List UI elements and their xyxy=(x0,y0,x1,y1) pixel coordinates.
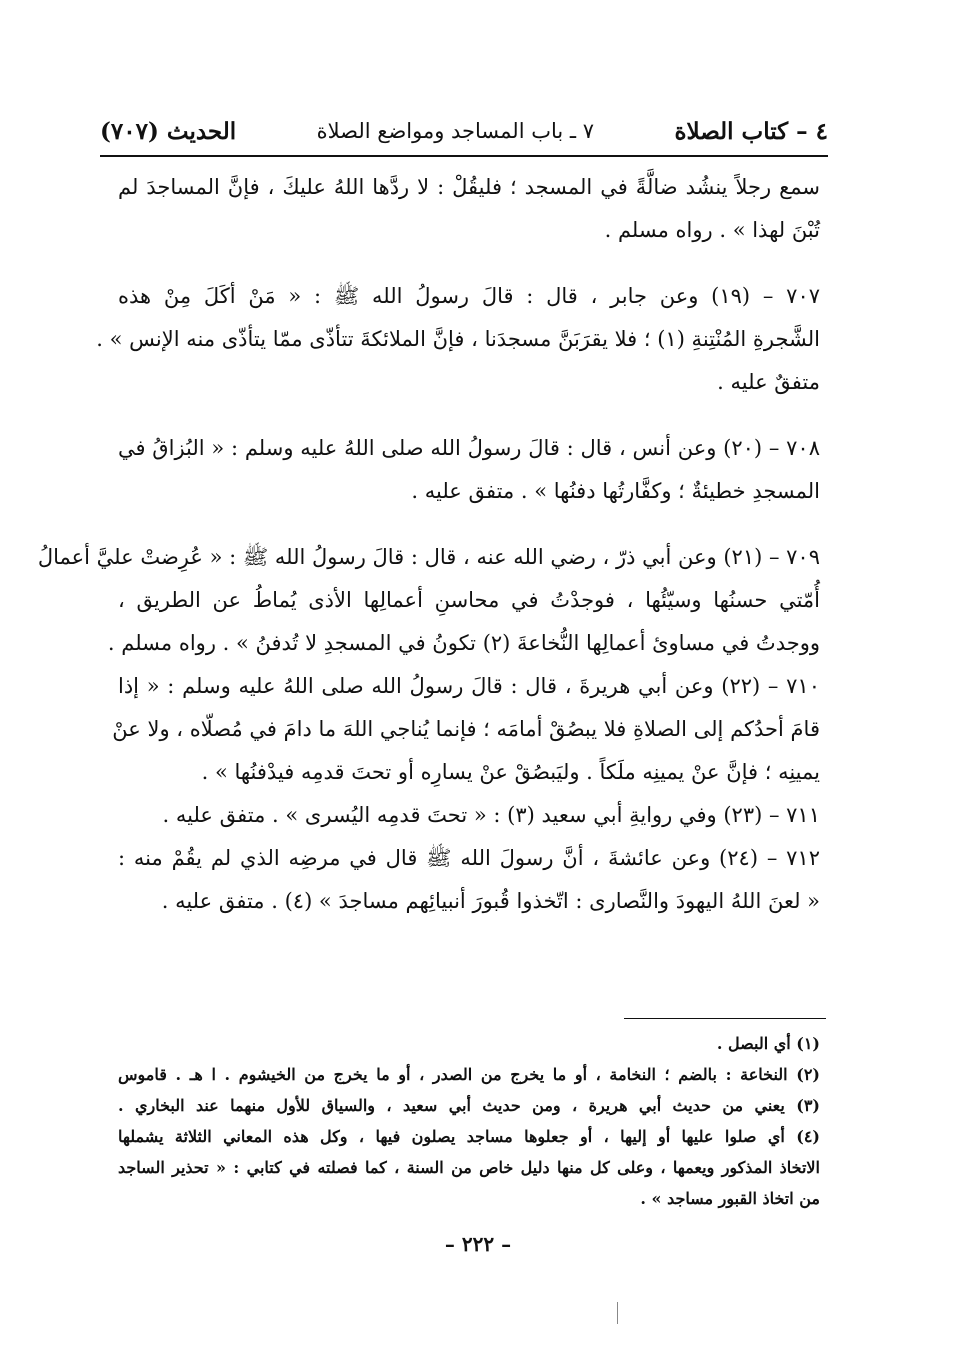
footnote-1: (١) أي البصل . xyxy=(716,1034,820,1053)
running-header xyxy=(100,108,828,154)
scan-mark xyxy=(617,1302,618,1324)
footnote-2: (٢) النخاعة : بالضم ؛ النخامة ، أو ما يخرج من الصدر ، أو ما يخرج من الخيشوم . ا هـ . قاموس xyxy=(118,1065,820,1084)
main-text xyxy=(37,166,821,923)
footnote-divider xyxy=(624,1018,826,1019)
hadith-708-line: ٧٠٨ – (٢٠) وعن أنس ، قال : قالَ رسولُ الله صلى اللهُ عليه وسلم : « البُزاقُ في xyxy=(118,436,820,460)
hadith-707-line: ٧٠٧ – (١٩) وعن جابر ، قال : قالَ رسولُ الله ﷺ : « مَنْ أكَلَ مِنْ هذه xyxy=(118,284,821,308)
hadith-712-line: ٧١٢ – (٢٤) وعن عائشةَ ، أنَّ رسولَ الله ﷺ قال في مرضِه الذي لم يقُمْ منه : xyxy=(118,846,820,870)
text-line: الشَّجرةِ المُنْتِنةِ (١) ؛ فلا يقرَبَنَّ مسجدَنا ، فإنَّ الملائكةَ تتأذّى ممّا يتأذّى منه الإنس » . xyxy=(96,327,820,351)
hadith-711-line: ٧١١ – (٢٣) وفي روايةِ أبي سعيد (٣) : « تحتَ قدمِه اليُسرى » . متفق عليه . xyxy=(162,803,820,827)
hadith-710-line: ٧١٠ – (٢٢) وعن أبي هريرةَ ، قال : قالَ رسولُ الله صلى اللهُ عليه وسلم : « إذا xyxy=(118,674,820,698)
paragraph-gap xyxy=(118,252,820,275)
footnote-4: (٤) أي صلوا عليها أو إليها ، أو جعلوها مساجد يصلون فيها ، وكل هذه المعاني الثلاثة يشملها xyxy=(118,1127,820,1146)
paragraph-gap xyxy=(118,404,820,427)
header-chapter-title: ٧ ـ باب المساجد ومواضع الصلاة xyxy=(316,119,594,143)
paragraph-gap xyxy=(118,513,820,536)
footnote-4-end: من اتخاذ القبور مساجد » . xyxy=(640,1189,820,1208)
header-hadith-number: الحديث (٧٠٧) xyxy=(100,117,237,145)
text-line: تُبْنَ لهذا » . رواه مسلم . xyxy=(604,218,820,242)
text-line: المسجدِ خطيئةٌ ؛ وكفَّارتُها دفنُها » . متفق عليه . xyxy=(411,479,820,503)
hadith-709-line: ٧٠٩ – (٢١) وعن أبي ذرّ ، رضي الله عنه ، قال : قالَ رسولُ الله ﷺ : « عُرِضتْ عليَّ أعمالُ xyxy=(37,545,820,569)
header-divider xyxy=(100,155,828,157)
text-line: أُمّتي حسنُها وسيّئُها ، فوجدْتُ في محاسنِ أعمالِها الأذى يُماطُ عن الطريق ، xyxy=(118,588,820,612)
page-number: – ٢٢٢ – xyxy=(444,1232,512,1256)
footnote-3: (٣) يعني من حديث أبي هريرة ، ومن حديث أبي سعيد ، والسياق للأول منهما عند البخاري . xyxy=(118,1096,820,1115)
footnote-4-cont: الاتخاذ المذكور ويعمها ، وعلى كل منها دليل خاص من السنة ، كما فصلته في كتابي : « تحذير الساجد xyxy=(118,1158,820,1177)
footnotes xyxy=(118,1028,820,1214)
text-line: سمع رجلاً ينشُد ضالَّةً في المسجد ؛ فليقُلْ : لا ردَّها اللهُ عليكَ ، فإنَّ المساجدَ لم xyxy=(118,175,820,199)
text-line: قامَ أحدُكم إلى الصلاةِ فلا يبصُقْ أمامَه ؛ فإنما يُناجي اللهَ ما دامَ في مُصلّاه ، ولا عنْ xyxy=(112,717,820,741)
text-line: « لعنَ اللهُ اليهودَ والنَّصارى : اتّخذوا قُبورَ أنبيائِهم مساجدَ » (٤) . متفق عليه . xyxy=(161,889,820,913)
text-line: يمينِه ؛ فإنَّ عنْ يمينِه ملَكاً . وليَبصُقْ عنْ يسارِه أو تحتَ قدمِه فيدْفنُها » . xyxy=(201,760,820,784)
text-line: ووجدتُ في مساوئ أعمالِها النُّخاعةَ (٢) تكونُ في المسجدِ لا تُدفنُ » . رواه مسلم . xyxy=(107,631,820,655)
header-book-title: ٤ – كتاب الصلاة xyxy=(674,117,828,145)
text-line: متفقٌ عليه . xyxy=(717,370,820,394)
